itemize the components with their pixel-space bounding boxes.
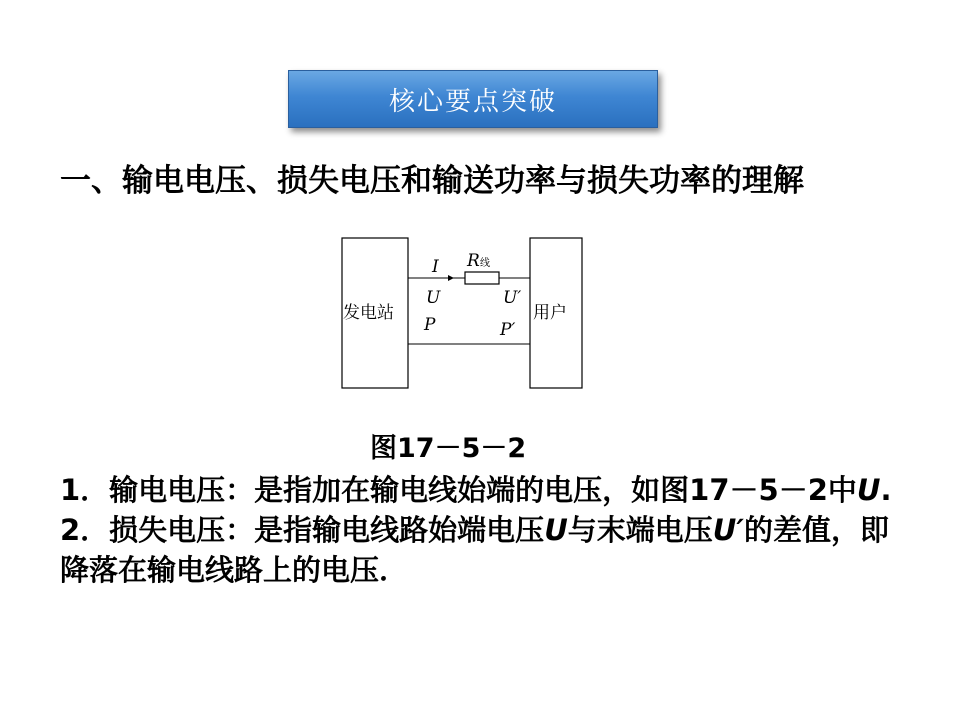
item-2-text: 2．损失电压：是指输电线路始端电压	[60, 513, 545, 547]
banner-title: 核心要点突破	[388, 86, 557, 117]
figure-caption: 图17－5－2	[370, 433, 527, 464]
item-1-text: 1．输电电压：是指加在输电线始端的电压，如图17－5－2中	[60, 473, 857, 507]
resistor	[465, 272, 499, 284]
voltage-right: U′	[503, 288, 522, 308]
item-2-variable-prime: U′	[712, 513, 744, 547]
item-1-end: .	[880, 473, 892, 507]
current-arrow-head	[448, 275, 454, 281]
power-station-label: 发电站	[343, 303, 394, 323]
resistor-symbol: R	[467, 251, 480, 271]
item-2-variable: U	[544, 513, 568, 547]
explanation-item-1	[60, 470, 900, 510]
current-label: I	[432, 257, 439, 277]
section-banner	[288, 70, 658, 128]
item-2-end: 的差值，即降落在输电线路上的电压．	[60, 513, 889, 587]
explanation-item-2	[60, 510, 900, 590]
voltage-left: U	[426, 288, 441, 308]
power-left: P	[424, 315, 436, 335]
item-2-middle: 与末端电压	[567, 513, 713, 547]
explanation-list	[60, 470, 900, 590]
item-1-variable: U	[856, 473, 881, 507]
user-label: 用户	[533, 303, 567, 323]
resistor-subscript: 线	[480, 258, 490, 269]
circuit-diagram	[338, 234, 588, 394]
section-heading: 一、输电电压、损失电压和输送功率与损失功率的理解	[60, 163, 804, 199]
power-right: P′	[500, 320, 516, 340]
